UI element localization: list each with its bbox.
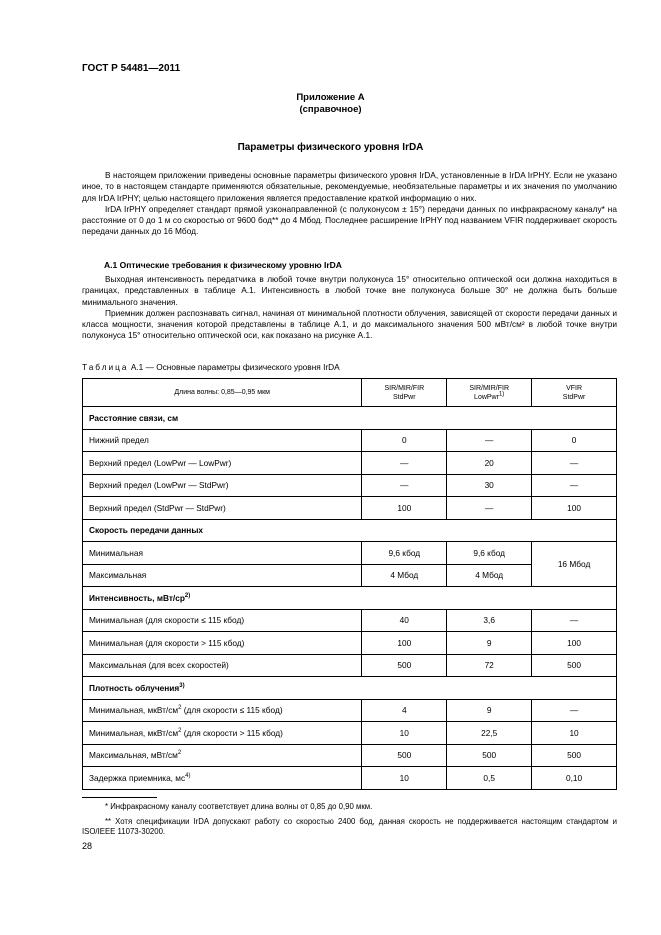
- paragraph: Выходная интенсивность передатчика в любой точке внутри полуконуса 15° относительно оптической оси должна находиться в границах, представленных в таблице А.1. Интенсивность в любой точке вне полуконуса больше 30° не должна быть больше минимального значения.: [82, 274, 617, 307]
- table-row: Задержка приемника, $мс^{4)}$ 10 0,5 0,10: [83, 767, 617, 790]
- page-number: 28: [82, 841, 93, 851]
- parameters-table: [82, 378, 617, 790]
- table-row: Минимальная (для скорости > 115 кбод) 100 9 100: [83, 632, 617, 655]
- table-row: Минимальная 9,6 кбод 9,6 кбод 16 Мбод: [83, 542, 617, 565]
- section-text: [82, 274, 617, 342]
- table-row: Максимальная (для всех скоростей) 500 72 500: [83, 654, 617, 677]
- table-row: Минимальная, мкВт/$см^2$ (для скорости ≤ 115 кбод) 4 9 —: [83, 699, 617, 722]
- page-heading: Параметры физического уровня IrDA: [237, 142, 424, 153]
- paragraph: IrDA IrPHY определяет стандарт прямой узконаправленной (с полуконусом ± 15°) передачи данных по инфракрасному каналу* на расстояние от 0 до 1 м со скоростью от 9600 бод** до 4 Мбод. Последнее расширение IrPHY под названием VFIR поддерживает скорость передачи данных до 16 Мбод.: [82, 203, 617, 237]
- header-param: Длина волны: 0,85—0,95 мкм: [83, 379, 362, 407]
- table-row: Максимальная 4 Мбод 4 Мбод: [83, 564, 617, 587]
- footnote: * Инфракрасному каналу соответствует длина волны от 0,85 до 0,90 мкм.: [105, 802, 373, 811]
- group-row: Скорость передачи данных: [83, 519, 617, 542]
- intro-text: [82, 170, 617, 238]
- appendix-subtitle: (справочное): [299, 104, 362, 115]
- paragraph: Приемник должен распознавать сигнал, начиная от минимальной плотности облучения, зависящей от скорости передачи данных и класса мощности, значения которой представлены в таблице А.1, и до максимального значения 500 мВт/см² в любой точке внутри полуконуса 15° относительно оптической оси, как показано на рисунке А.1.: [82, 307, 617, 341]
- group-row: Плотность облучения$^{3)}$: [83, 677, 617, 700]
- paragraph: В настоящем приложении приведены основные параметры физического уровня IrDA, установленные в IrDA IrPHY. Если не указано иное, то в настоящем стандарте применяются обязательные, рекомендуемые, необязательные параметры и их значения по умолчанию для IrDA IrPHY; целью настоящего приложения является предоставление краткой информацию о них.: [82, 170, 617, 203]
- table-row: Нижний предел 0 — 0: [83, 429, 617, 452]
- table-row: Максимальная, мВт/$см^2$ 500 500 500: [83, 744, 617, 767]
- section-heading: А.1 Оптические требования к физическому уровню IrDA: [104, 260, 342, 270]
- header-col3: VFIR StdPwr: [532, 379, 617, 407]
- header-col1: SIR/MIR/FIR StdPwr: [362, 379, 447, 407]
- table-caption: Таблица А.1 — Основные параметры физического уровня IrDA: [82, 362, 340, 372]
- table-row: Минимальная, мкВт/$см^2$ (для скорости > 115 кбод) 10 22,5 10: [83, 722, 617, 745]
- table-row: Верхний предел (StdPwr — StdPwr) 100 — 100: [83, 497, 617, 520]
- group-row: Расстояние связи, см: [83, 407, 617, 430]
- merged-cell: 16 Мбод: [532, 542, 617, 587]
- document-header: ГОСТ Р 54481—2011: [82, 63, 181, 74]
- footnote-divider: [82, 797, 157, 798]
- group-row: Интенсивность, мВт/$ср^{2)}$: [83, 587, 617, 610]
- table-header-row: [83, 379, 617, 407]
- appendix-title: Приложение А: [296, 92, 365, 103]
- table-row: Верхний предел (LowPwr — StdPwr) — 30 —: [83, 474, 617, 497]
- footnote: ** Хотя спецификации IrDA допускают работу со скоростью 2400 бод, данная скорость не поддерживается настоящим стандартом и ISO/IEEE 11073-30200.: [82, 817, 617, 836]
- header-col2: SIR/MIR/FIR LowPwr$^{1)}$: [447, 379, 532, 407]
- table-row: Минимальная (для скорости ≤ 115 кбод) 40 3,6 —: [83, 609, 617, 632]
- table-row: Верхний предел (LowPwr — LowPwr) — 20 —: [83, 452, 617, 475]
